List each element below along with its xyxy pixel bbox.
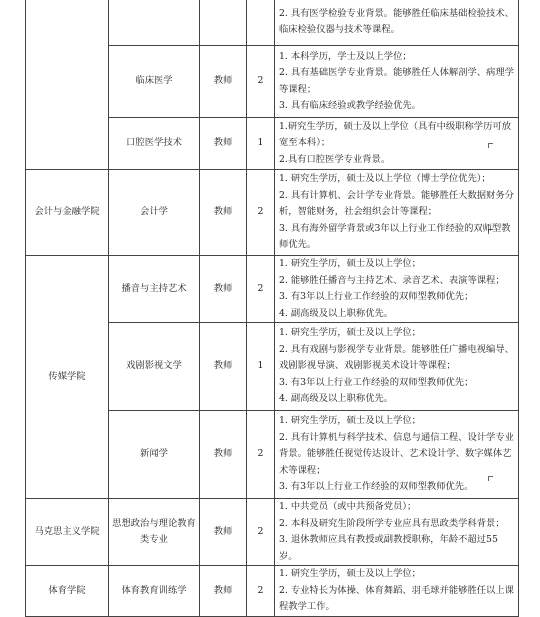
- requirement-line: 2. 具有计算机、会计学专业背景。能够胜任大数据财务分析，智能财务，社会组织会计等课程；: [279, 189, 514, 218]
- requirement-line: 2. 本科及研究生阶段所学专业应具有思政类学科背景；: [279, 517, 505, 529]
- requirement-line: 2. 专业特长为体操、体育舞蹈、羽毛球并能够胜任以上课程教学工作。: [279, 584, 514, 612]
- major-cell: 戏剧影视文学: [109, 323, 200, 411]
- requirement-line: 3. 有3年以上行业工作经验的双师型教师优先。: [279, 481, 474, 493]
- table-row: [26, 499, 519, 566]
- requirement-line: 2. 能够胜任播音与主持艺术、录音艺术、表演等课程；: [279, 274, 505, 286]
- major-cell: 新闻学: [109, 411, 200, 499]
- requirement-line: 4. 副高级及以上职称优先。: [279, 393, 394, 405]
- major-cell: 口腔医学技术: [109, 118, 200, 170]
- count-cell: 2: [247, 170, 275, 256]
- requirements-cell: [275, 566, 519, 617]
- post-cell: 教师: [200, 566, 247, 617]
- count-cell: 2: [247, 566, 275, 617]
- post-cell: 教师: [200, 170, 247, 256]
- requirement-line: 1. 研究生学历，硕士及以上学位；: [279, 415, 421, 427]
- requirements-cell: [275, 411, 519, 499]
- major-cell: 播音与主持艺术: [109, 256, 200, 323]
- requirement-line: 1. 研究生学历，硕士及以上学位（博士学位优先）；: [279, 173, 491, 185]
- requirement-line: 1. 研究生学历，硕士及以上学位；: [279, 327, 421, 339]
- count-cell: 2: [247, 411, 275, 499]
- requirements-cell: [275, 256, 519, 323]
- post-cell: 教师: [200, 256, 247, 323]
- requirement-line: 1.研究生学历，硕士及以上学位（具有中级职称学历可放宽至本科）；: [279, 120, 511, 149]
- major-cell: 会计学: [109, 170, 200, 256]
- post-cell: 教师: [200, 46, 247, 118]
- count-cell: 2: [247, 46, 275, 118]
- major-cell: 临床医学: [109, 46, 200, 118]
- count-cell: 1: [247, 118, 275, 170]
- count-cell: 2: [247, 499, 275, 566]
- requirement-line: 3. 有3年以上行业工作经验的双师型教师优先；: [279, 376, 474, 388]
- college-cell: 会计与金融学院: [26, 170, 109, 256]
- post-cell: 教师: [200, 411, 247, 499]
- requirements-cell: [275, 170, 519, 256]
- requirements-cell: [275, 118, 519, 170]
- recruitment-table: [25, 0, 519, 617]
- requirement-line: 2. 具有医学检验专业背景。能够胜任临床基础检验技术、临床检验仪器与技术等课程。: [279, 7, 514, 35]
- requirements-cell: [275, 46, 519, 118]
- requirement-line: 2. 具有戏剧与影视学专业背景。能够胜任广播电视编导、戏剧影视导演、戏剧影视美术设计等课程；: [279, 343, 514, 372]
- requirement-line: 2. 具有计算机与科学技术、信息与通信工程、设计学专业背景。能够胜任视觉传达设计、艺术设计学、数字媒体艺术等课程；: [279, 431, 514, 476]
- major-cell: 思想政治与理论教育类专业: [109, 499, 200, 566]
- college-cell: [26, 0, 109, 170]
- requirements-cell: [275, 323, 519, 411]
- post-cell: 教师: [200, 499, 247, 566]
- requirement-line: 2. 具有基础医学专业背景。能够胜任人体解剖学、病理学等课程；: [279, 67, 514, 95]
- requirement-line: 4. 副高级及以上职称优先。: [279, 307, 394, 319]
- major-cell: [109, 0, 200, 46]
- requirement-line: 3. 退休教师应具有教授或副教授职称，年龄不超过55岁。: [279, 534, 498, 562]
- post-cell: [200, 0, 247, 46]
- requirement-line: 1. 研究生学历，硕士及以上学位；: [279, 258, 421, 269]
- post-cell: 教师: [200, 323, 247, 411]
- table-row: [26, 566, 519, 617]
- college-cell: 体育学院: [26, 566, 109, 617]
- count-cell: [247, 0, 275, 46]
- requirement-line: 3. 有3年以上行业工作经验的双师型教师优先；: [279, 291, 474, 302]
- college-cell: 传媒学院: [26, 256, 109, 499]
- table-row: [26, 0, 519, 46]
- count-cell: 1: [247, 323, 275, 411]
- count-cell: 2: [247, 256, 275, 323]
- table-row: [26, 256, 519, 323]
- requirement-line: 3. 具有临床经验或教学经验优先。: [279, 100, 421, 111]
- major-cell: 体育教育训练学: [109, 566, 200, 617]
- requirement-line: 1. 本科学历，学士及以上学位；: [279, 50, 412, 62]
- requirement-line: 1. 研究生学历，硕士及以上学位；: [279, 568, 421, 579]
- table-row: [26, 170, 519, 256]
- college-cell: 马克思主义学院: [26, 499, 109, 566]
- requirements-cell: [275, 0, 519, 46]
- post-cell: 教师: [200, 118, 247, 170]
- requirement-line: 3. 具有海外留学背景或3年以上行业工作经验的双师型教师优先。: [279, 222, 511, 251]
- requirements-cell: [275, 499, 519, 566]
- requirement-line: 2.具有口腔医学专业背景。: [279, 153, 391, 165]
- requirement-line: 1. 中共党员（或中共预备党员）；: [279, 501, 417, 512]
